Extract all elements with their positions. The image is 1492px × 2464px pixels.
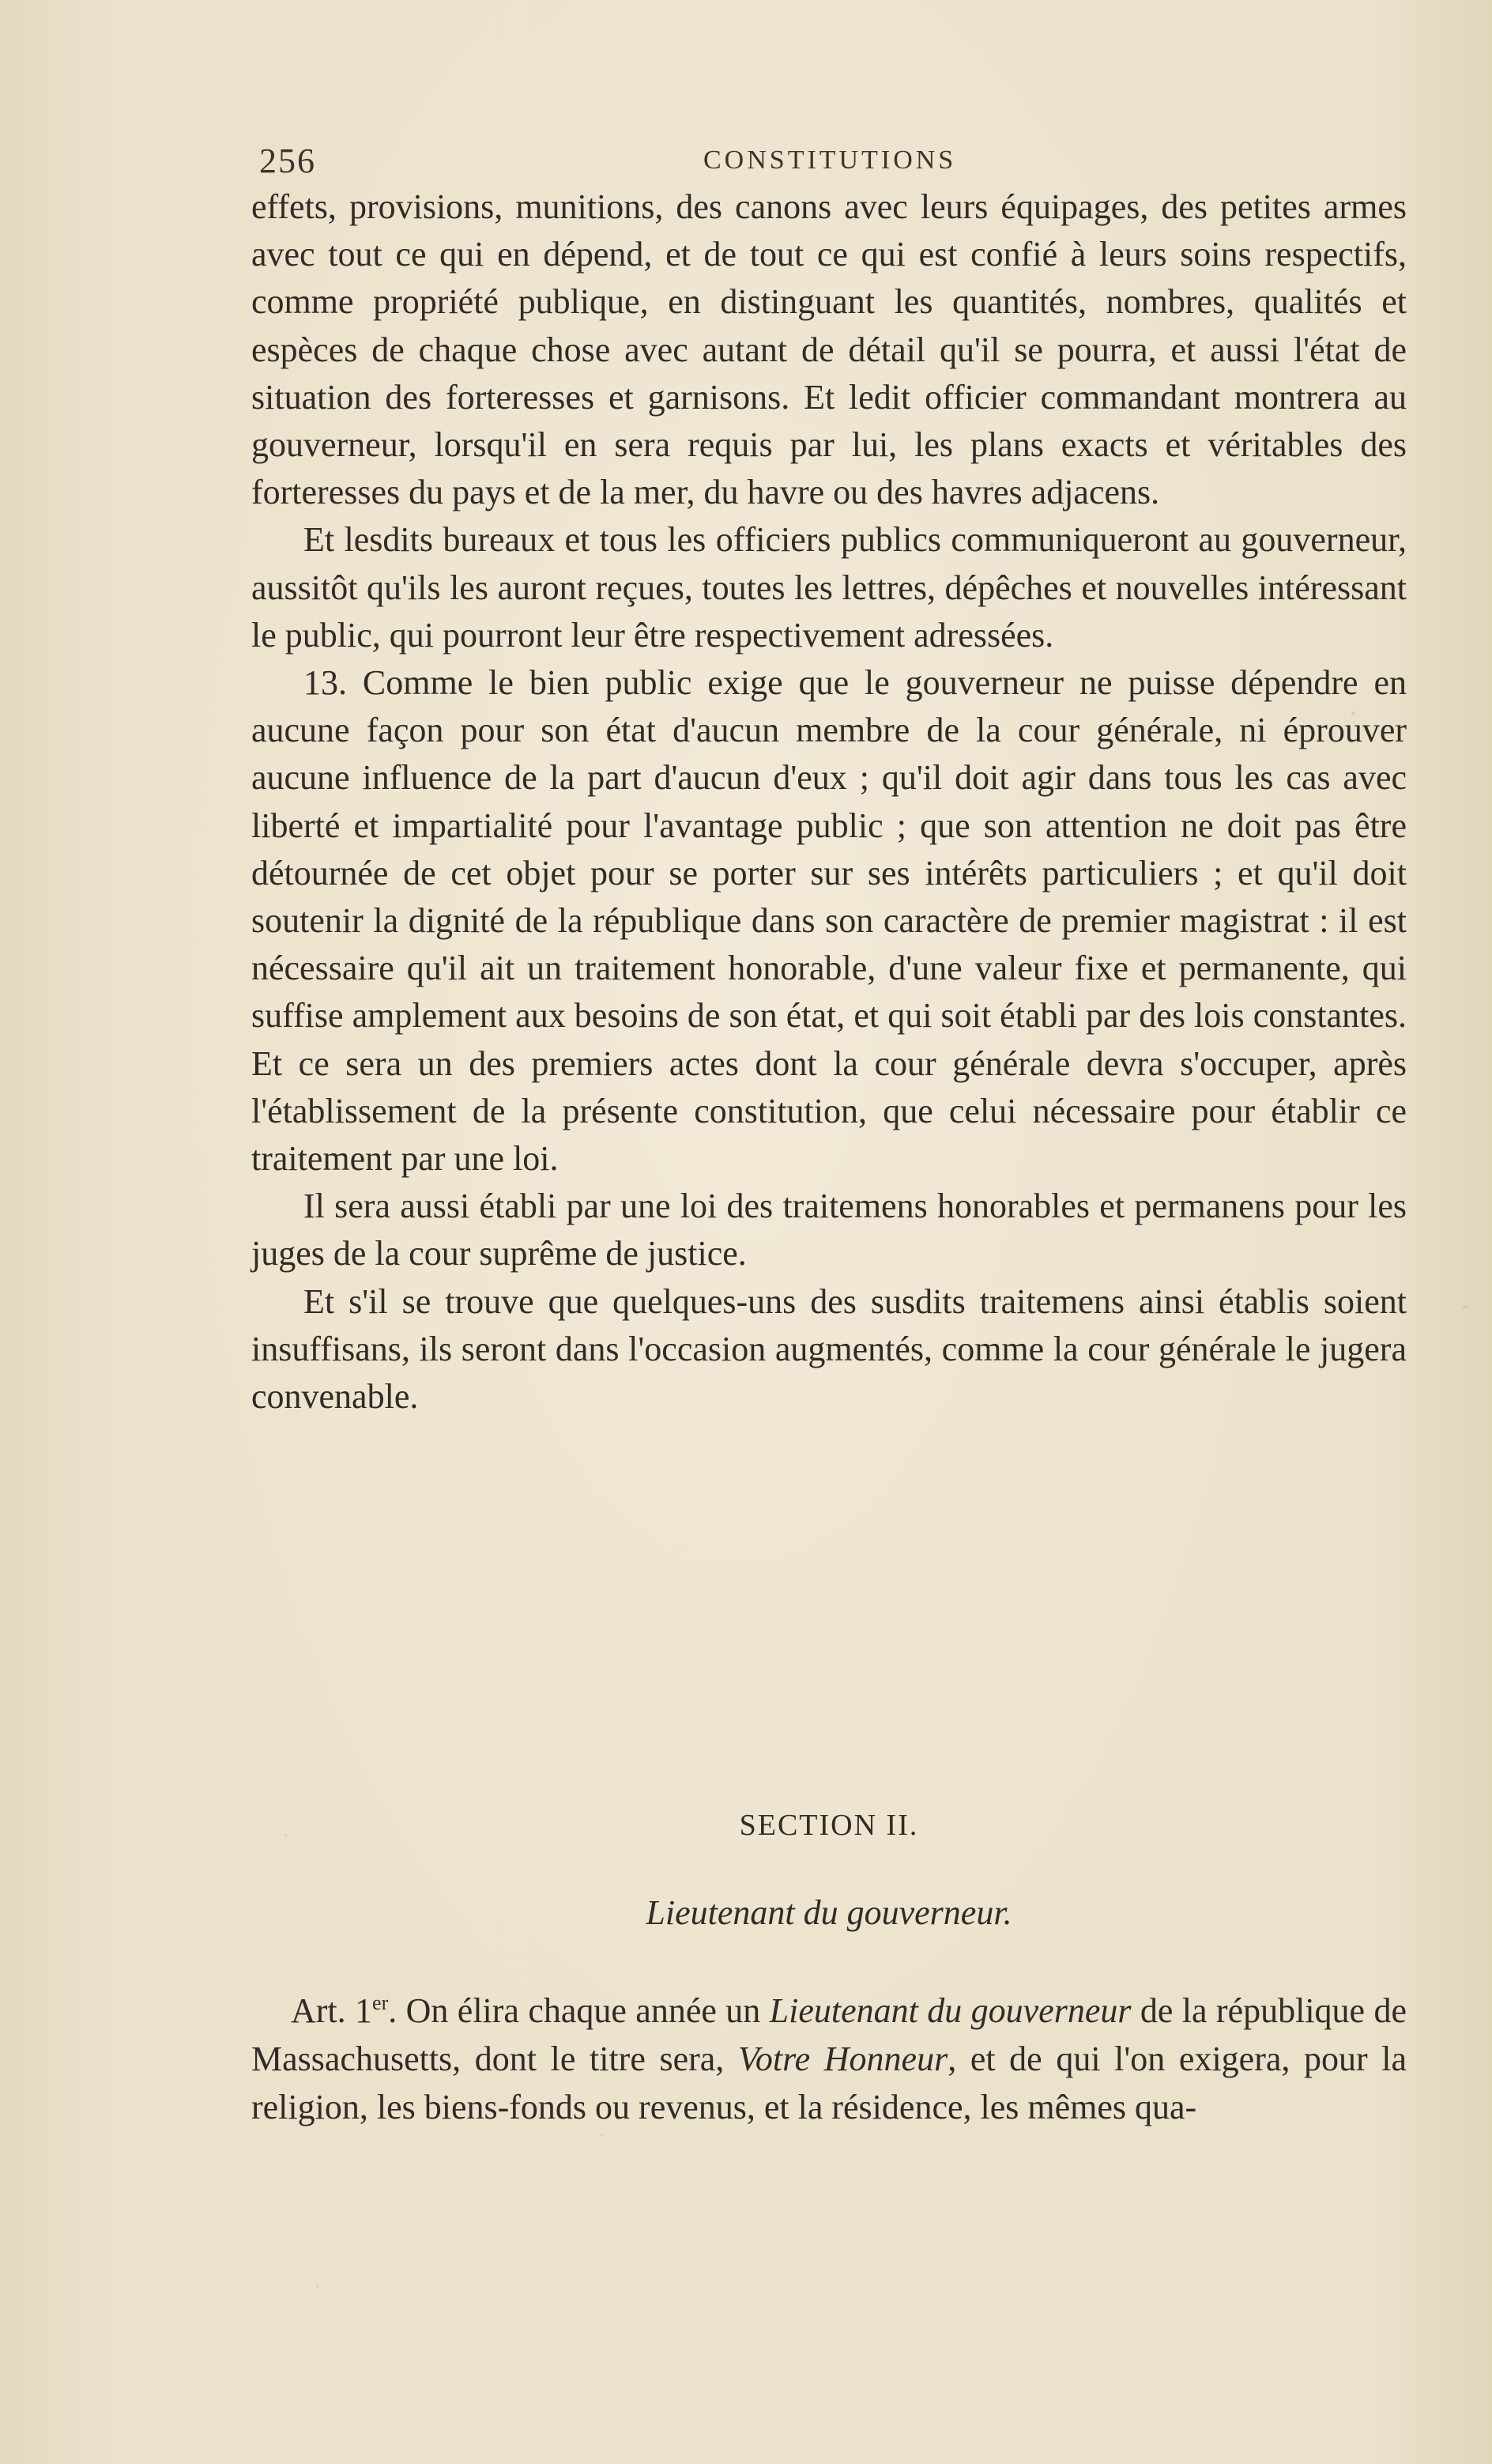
- paragraph-judges-salary: Il sera aussi établi par une loi des traitemens honorables et permanens pour les juges de la cour suprême de justice.: [251, 1187, 1407, 1274]
- article-lead-superscript: er: [372, 1991, 389, 2014]
- section-subtitle: Lieutenant du gouverneur.: [646, 1893, 1012, 1932]
- article-text-2: de la république de Massachusetts, dont le titre sera,: [251, 1991, 1407, 2078]
- article-italic-lieutenant: Lieutenant du gouverneur: [769, 1991, 1132, 2030]
- article-italic-honneur: Votre Honneur: [737, 2039, 948, 2078]
- running-head: [253, 141, 1422, 185]
- paragraph-continuation: effets, provisions, munitions, des canons avec leurs équipages, des petites armes avec tout ce qui en dépend, et de tout ce qui est confié à leurs soins respectifs, comme propriété publique, en distinguant les quantités, nombres, qualités et espèces de chaque chose avec autant de détail qu'il se pourra, et aussi l'état de situation des forteresses et garnisons. Et ledit officier commandant montrera au gouverneur, lorsqu'il en sera requis par lui, les plans exacts et véritables des forteresses du pays et de la mer, du havre ou des havres adjacens.: [251, 187, 1407, 512]
- running-title: CONSTITUTIONS: [703, 145, 957, 175]
- paper-spot: [601, 2134, 603, 2137]
- article-text-1: . On élira chaque année un: [388, 1991, 770, 2030]
- paragraph-bureaux: Et lesdits bureaux et tous les officiers publics communiqueront au gouverneur, aussitôt qu'ils les auront reçues, toutes les lettres, dépêches et nouvelles intéressant le public, qui pourront leur être respectivement adressées.: [251, 520, 1407, 655]
- section-title: SECTION II.: [739, 1809, 919, 1842]
- paragraph-salary-increase: Et s'il se trouve que quelques-uns des susdits traitemens ainsi établis soient insuffisans, ils seront dans l'occasion augmentés, comme la cour générale le jugera convenable.: [251, 1281, 1407, 1417]
- body-text: [251, 183, 1407, 1421]
- article-text-3: , et de qui l'on exigera, pour la religion, les biens-fonds ou revenus, et la résidence, les mêmes qua-: [251, 2039, 1407, 2126]
- article-1-paragraph: [251, 1979, 1407, 2131]
- article-lead: Art. 1: [291, 1991, 373, 2030]
- paragraph-article-13: 13. Comme le bien public exige que le gouverneur ne puisse dépendre en aucune façon pour son état d'aucun membre de la cour générale, ni éprouver aucune influence de la part d'aucun d'eux ; qu'il doit agir dans tous les cas avec liberté et impartialité pour l'avantage public ; que son attention ne doit pas être détournée de cet objet pour se porter sur ses intérêts particuliers ; et qu'il doit soutenir la dignité de la république dans son caractère de premier magistrat : il est nécessaire qu'il ait un traitement honorable, d'une valeur fixe et permanente, qui suffise amplement aux besoins de son état, et qui soit établi par des lois constantes. Et ce sera un des premiers actes dont la cour générale devra s'occuper, après l'établissement de la présente constitution, que celui nécessaire pour établir ce traitement par une loi.: [251, 663, 1407, 1179]
- paper-spot: [1462, 1306, 1468, 1308]
- article-1: [251, 1979, 1407, 2131]
- paper-spot: [316, 2285, 319, 2288]
- page-number: 256: [259, 142, 316, 180]
